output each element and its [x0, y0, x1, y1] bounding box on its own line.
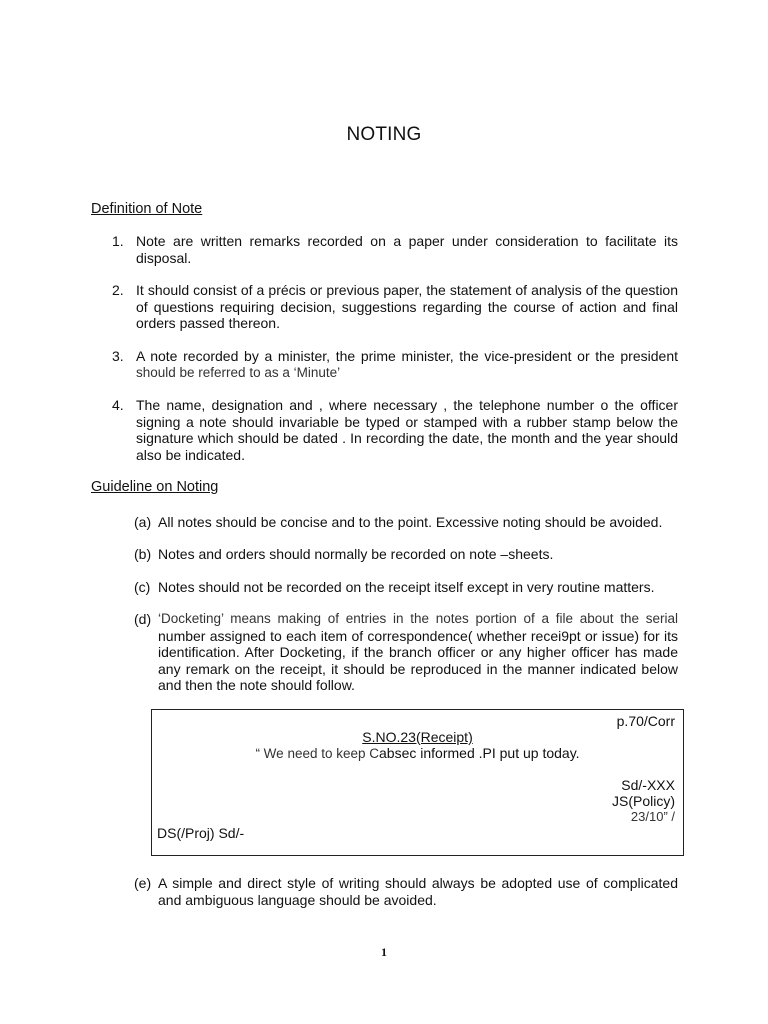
- section-heading-guideline: Guideline on Noting: [91, 479, 219, 495]
- docket-serial-text: S.NO.23(Receipt): [362, 729, 473, 745]
- definition-item-1: [112, 233, 678, 266]
- item-text: It should consist of a précis or previous paper, the statement of analysis of the question of questions requiring decision, suggestions regarding the course of action and final orders passed thereon.: [136, 282, 678, 331]
- docket-signature: Sd/-XXX: [621, 777, 675, 793]
- item-text: A simple and direct style of writing should always be adopted use of complicated and ambiguous language should be avoided.: [158, 875, 678, 908]
- docket-serial-number: [152, 729, 683, 746]
- guideline-item-a: [134, 514, 678, 531]
- docket-reference: p.70/Corr: [616, 713, 675, 729]
- item-number: 3.: [112, 348, 124, 364]
- definition-item-4: [112, 397, 678, 463]
- docket-date: 23/10” /: [630, 809, 675, 824]
- item-number: 1.: [112, 233, 124, 249]
- docket-quote: [152, 745, 683, 763]
- definition-item-2: [112, 282, 678, 332]
- definition-item-3: [112, 348, 678, 381]
- item-number: (a): [134, 514, 152, 530]
- docket-box: [151, 709, 684, 856]
- guideline-item-b: [134, 546, 678, 563]
- guideline-item-e: [134, 875, 678, 908]
- item-text-line1: ‘Docketing’ means making of entries in the notes portion of a file about the serial: [158, 611, 678, 626]
- guideline-item-d: [134, 611, 678, 694]
- item-text: number assigned to each item of correspondence( whether recei9pt or issue) for its identification. After Docketing, if the branch officer or any higher officer has made any remark on the receipt, it should be reproduced in the manner indicated below and then the note should follow.: [158, 627, 678, 693]
- item-text: Notes and orders should normally be recorded on note –sheets.: [158, 546, 554, 562]
- section-heading-definition: Definition of Note: [91, 201, 203, 217]
- docket-ds-signature: DS(/Proj) Sd/-: [157, 825, 245, 841]
- item-number: (c): [134, 579, 151, 595]
- page-title: NOTING: [346, 124, 422, 145]
- item-number: (d): [134, 611, 152, 627]
- item-text: Notes should not be recorded on the receipt itself except in very routine matters.: [158, 579, 655, 595]
- item-text-line2: should be referred to as a ‘Minute’: [136, 364, 341, 380]
- item-number: (e): [134, 875, 152, 891]
- docket-quote-part-a: “ We need to keep C: [255, 746, 380, 761]
- docket-quote-part-b: absec informed .PI put up today.: [379, 745, 580, 761]
- guideline-item-c: [134, 579, 678, 596]
- item-text-line1: A note recorded by a minister, the prime minister, the vice-president or the president: [136, 348, 678, 364]
- item-text: Note are written remarks recorded on a paper under consideration to facilitate its disposal.: [136, 233, 678, 266]
- item-number: 2.: [112, 282, 124, 298]
- item-number: 4.: [112, 397, 124, 413]
- docket-designation: JS(Policy): [611, 793, 675, 809]
- item-text: The name, designation and , where necessary , the telephone number o the officer signing a note should invariable be typed or stamped with a rubber stamp below the signature which should be dated . In recording the date, the month and the year should also be indicated.: [136, 397, 678, 463]
- page-number: 1: [381, 945, 387, 959]
- item-number: (b): [134, 546, 152, 562]
- item-text: All notes should be concise and to the point. Excessive noting should be avoided.: [158, 514, 663, 530]
